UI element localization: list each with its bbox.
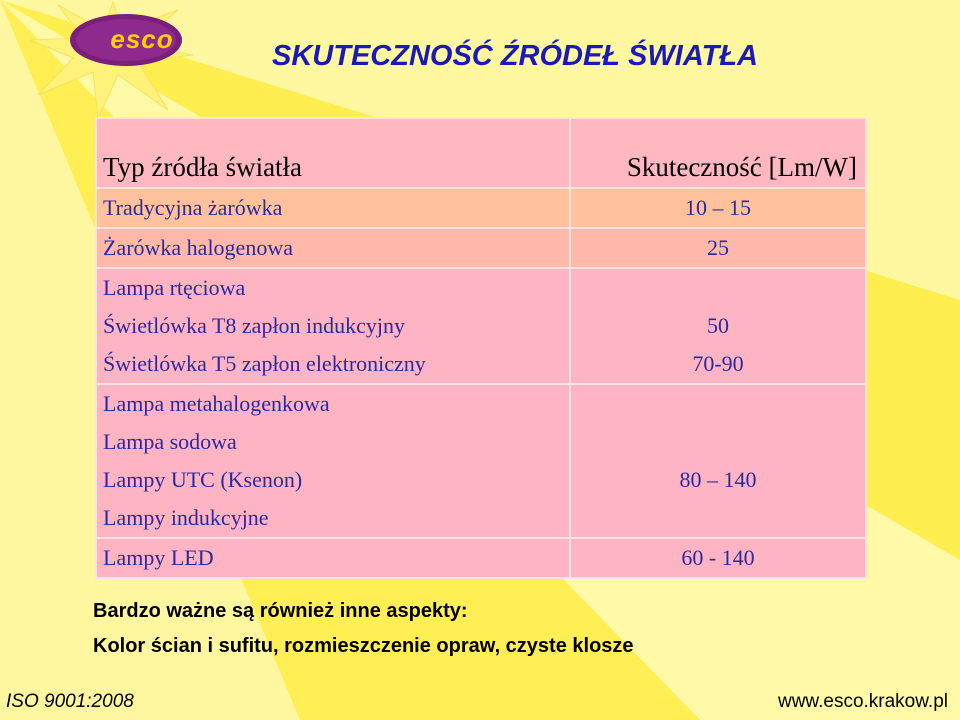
type-cell (96, 384, 570, 538)
value-label (577, 385, 859, 423)
logo-text: esco (110, 24, 174, 54)
type-cell (96, 268, 570, 384)
value-label: 80 – 140 (679, 467, 757, 492)
type-cell (96, 188, 570, 228)
header-efficacy: Skuteczność [Lm/W] (570, 118, 866, 188)
page-title: SKUTECZNOŚĆ ŹRÓDEŁ ŚWIATŁA (272, 40, 758, 72)
type-label: Żarówka halogenowa (103, 235, 293, 260)
type-label: Lampa metahalogenkowa (103, 391, 330, 416)
value-label (577, 499, 859, 537)
value-cell (570, 228, 866, 268)
type-label: Lampa sodowa (103, 429, 237, 454)
value-cell (570, 384, 866, 538)
type-label: Lampy indukcyjne (103, 505, 269, 530)
type-label: Lampy LED (103, 545, 214, 570)
efficacy-table (95, 117, 867, 579)
note-line-2: Kolor ścian i sufitu, rozmieszczenie opraw, czyste klosze (93, 635, 634, 657)
value-cell (570, 188, 866, 228)
type-label: Świetlówka T8 zapłon indukcyjny (103, 313, 406, 338)
value-cell (570, 538, 866, 578)
type-label: Lampy UTC (Ksenon) (103, 467, 303, 492)
esco-logo-icon (28, 0, 198, 120)
footer-website-link[interactable]: www.esco.krakow.pl (777, 691, 948, 712)
value-label: 50 (707, 313, 729, 338)
type-cell (96, 538, 570, 578)
table-row (96, 268, 866, 384)
footer-iso: ISO 9001:2008 (6, 691, 134, 712)
value-label (577, 423, 859, 461)
table-header-row (96, 118, 866, 188)
type-label: Świetlówka T5 zapłon elektroniczny (103, 351, 426, 376)
value-label: 25 (707, 235, 729, 260)
table-row (96, 538, 866, 578)
value-label: 60 - 140 (681, 545, 755, 570)
table-row (96, 384, 866, 538)
type-cell (96, 228, 570, 268)
table-row (96, 228, 866, 268)
type-label: Tradycyjna żarówka (103, 195, 283, 220)
value-label: 10 – 15 (685, 195, 751, 220)
header-light-source-type: Typ źródła światła (96, 118, 570, 188)
type-label: Lampa rtęciowa (103, 275, 246, 300)
value-cell (570, 268, 866, 384)
esco-logo (28, 0, 198, 120)
value-label: 70-90 (692, 351, 744, 376)
table-row (96, 188, 866, 228)
value-label (577, 269, 859, 307)
note-line-1: Bardzo ważne są również inne aspekty: (93, 600, 468, 622)
